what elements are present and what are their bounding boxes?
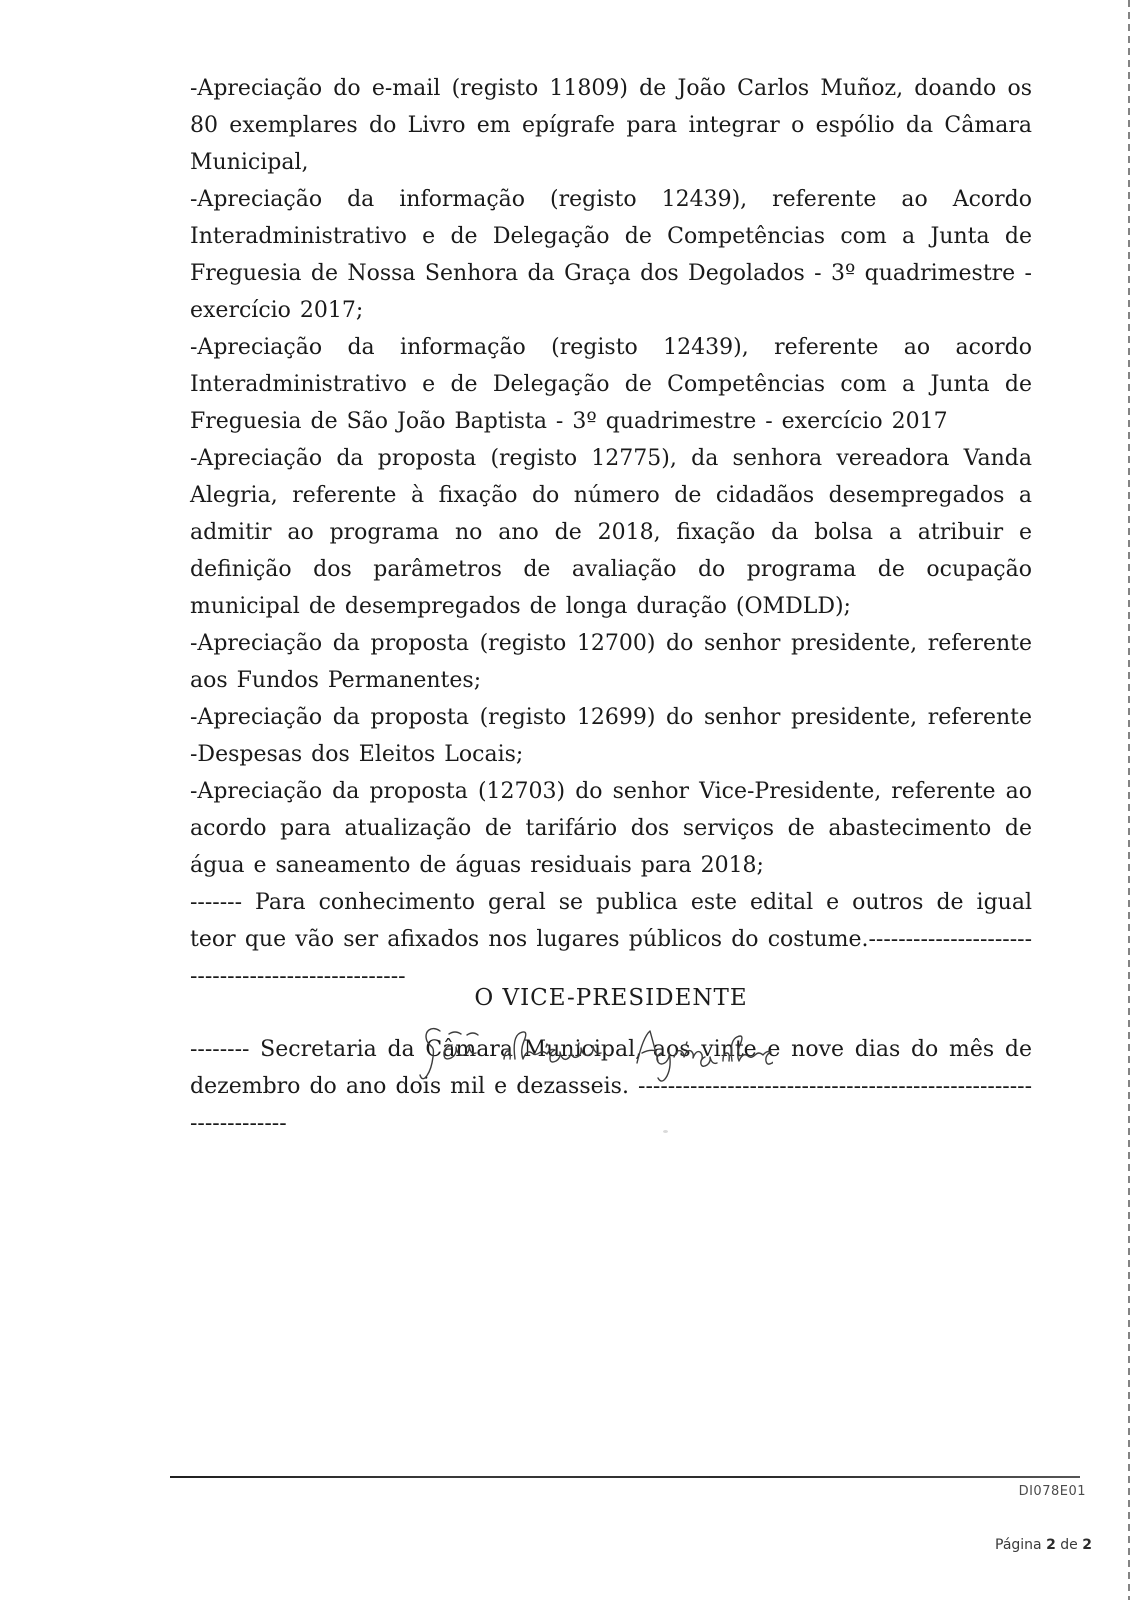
- paragraph-secretaria-data: -------- Secretaria da Câmara Municipal, aos vinte e nove dias do mês de dezembro do ano dois mil e dezasseis. ------------------------------------------------------------------: [190, 1037, 1032, 1136]
- signature-block: [190, 985, 1032, 1095]
- page-number: 2: [1046, 1537, 1056, 1553]
- paragraph-publicacao-edital: ------- Para conhecimento geral se publica este edital e outros de igual teor que vão ser afixados nos lugares públicos do costume.---------------------------------------------------: [190, 890, 1032, 989]
- paragraph-email-11809: -Apreciação do e-mail (registo 11809) de João Carlos Muñoz, doando os 80 exemplares do Livro em epígrafe para integrar o espólio da Câmara Municipal,: [190, 76, 1032, 175]
- document-body: [190, 70, 1032, 1142]
- paragraph-proposta-12703: -Apreciação da proposta (12703) do senhor Vice-Presidente, referente ao acordo para atualização de tarifário dos serviços de abastecimento de água e saneamento de águas residuais para 2018;: [190, 779, 1032, 878]
- page-total: 2: [1082, 1537, 1092, 1553]
- signature-handwriting: [418, 1017, 773, 1095]
- page-of-word: de: [1060, 1537, 1078, 1553]
- footer-rule: [170, 1476, 1080, 1478]
- scan-artifact-line: [1128, 0, 1130, 1600]
- page-word: Página: [995, 1537, 1042, 1553]
- scan-smudge: [663, 1130, 668, 1133]
- signature-title: O VICE-PRESIDENTE: [474, 985, 748, 1011]
- page-indicator: [170, 1537, 1092, 1553]
- paragraph-proposta-12700: -Apreciação da proposta (registo 12700) do senhor presidente, referente aos Fundos Permanentes;: [190, 631, 1032, 693]
- paragraph-proposta-12699: -Apreciação da proposta (registo 12699) do senhor presidente, referente -Despesas dos Eleitos Locais;: [190, 705, 1032, 767]
- document-code: DI078E01: [1018, 1484, 1086, 1499]
- paragraph-informacao-12439-sjbaptista: -Apreciação da informação (registo 12439), referente ao acordo Interadministrativo e de Delegação de Competências com a Junta de Freguesia de São João Baptista - 3º quadrimestre - exercício 2017: [190, 335, 1032, 434]
- paragraph-informacao-12439-degolados: -Apreciação da informação (registo 12439), referente ao Acordo Interadministrativo e de Delegação de Competências com a Junta de Freguesia de Nossa Senhora da Graça dos Degolados - 3º quadrimestre - exercício 2017;: [190, 187, 1032, 323]
- paragraph-proposta-12775: -Apreciação da proposta (registo 12775), da senhora vereadora Vanda Alegria, referente à fixação do número de cidadãos desempregados a admitir ao programa no ano de 2018, fixação da bolsa a atribuir e definição dos parâmetros de avaliação do programa de ocupação municipal de desempregados de longa duração (OMDLD);: [190, 446, 1032, 619]
